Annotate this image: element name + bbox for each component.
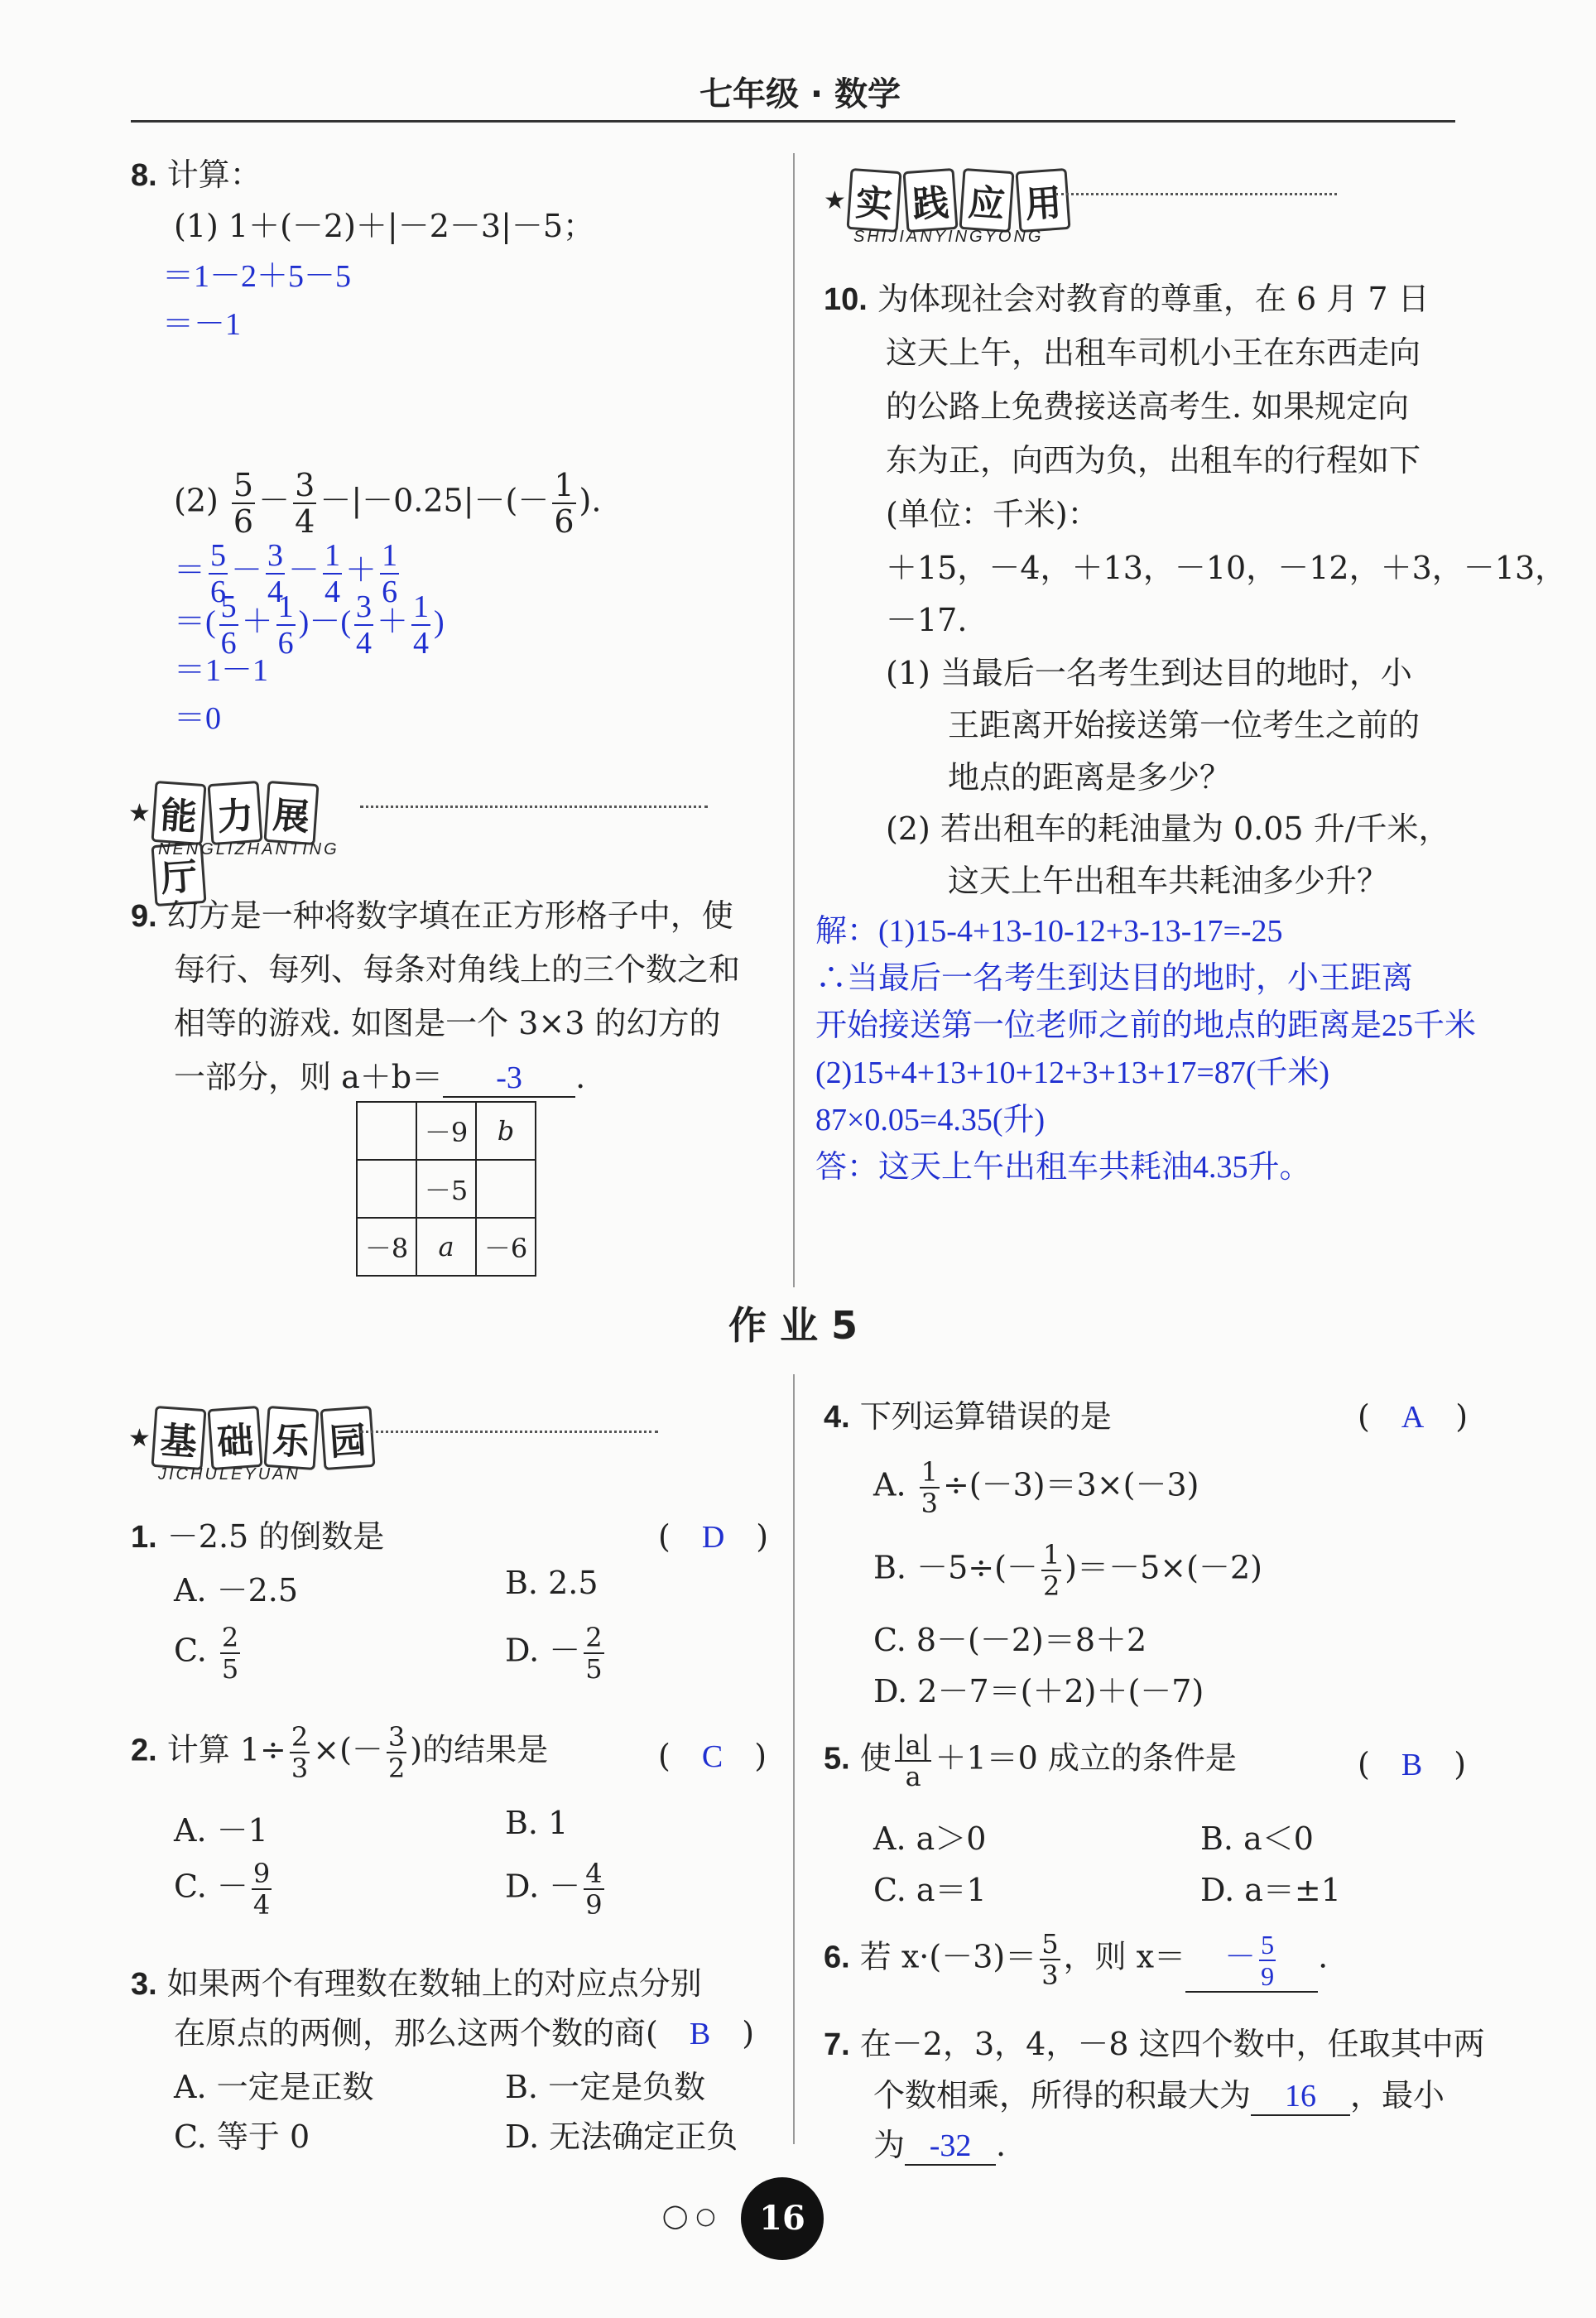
q10-answer-line2: ∴当最后一名考生到达目的地时，小王距离 xyxy=(815,961,1414,996)
q10-line3: 的公路上免费接送高考生. 如果规定向 xyxy=(886,388,1410,425)
banner-char: 乐 xyxy=(263,1406,319,1470)
q10-sub1-line3: 地点的距离是多少？ xyxy=(948,759,1232,796)
star-icon: ★ xyxy=(128,1424,151,1453)
q5-stem: 5. 使 $\frac{|a|}{a}$ ＋1＝0 成立的条件是 xyxy=(824,1729,1237,1792)
q10-sub1-line2: 王距离开始接送第一位考生之前的 xyxy=(948,707,1421,743)
q3-answer[interactable]: B xyxy=(689,2017,711,2051)
q1-option-c[interactable]: C. $\frac{2}{5}$ xyxy=(174,1622,239,1685)
section-title: 作 业 5 xyxy=(728,1303,858,1348)
banner-jichu-leyuan xyxy=(128,1407,708,1490)
banner-shijian-yingyong xyxy=(824,170,1403,252)
q2-stem: 2. 计算 1÷ $\frac{2}{3}$ ×(－ $\frac{3}{2}$ )的结果是 xyxy=(131,1721,549,1784)
q6-answer-blank[interactable]: － $\frac{5}{9}$ xyxy=(1185,1930,1318,1993)
banner-char: 础 xyxy=(207,1406,262,1470)
q5-answer[interactable]: B xyxy=(1401,1748,1423,1782)
q4-option-b[interactable]: B. －5÷(－ $\frac{1}{2}$ )＝－5×(－2) xyxy=(873,1539,1262,1602)
q10-sub2-line1: (2) 若出租车的耗油量为 0.05 升/千米， xyxy=(886,810,1450,847)
q1-stem: 1. －2.5 的倒数是 xyxy=(131,1518,385,1555)
q1-answer-paren: ( D ) xyxy=(658,1518,769,1555)
column-divider-bottom xyxy=(793,1374,795,2144)
q8-heading: 8. 计算： xyxy=(131,156,262,193)
q7-line1: 7. 在－2，3，4，－8 这四个数中，任取其中两 xyxy=(824,2026,1485,2062)
q8-part2-answer-line3: ＝1－1 xyxy=(174,653,269,688)
banner-char: 践 xyxy=(902,168,958,233)
q9-line4: 一部分，则 a＋b＝ -3 . xyxy=(174,1051,585,1098)
header-rule xyxy=(131,120,1455,123)
q8-part2-answer-line1: ＝ $\frac{5}{6}$ － $\frac{3}{4}$ － $\frac{1}{4}$ ＋ $\frac{1}{6}$ xyxy=(174,538,398,609)
q9-line2: 每行、每列、每条对角线上的三个数之和 xyxy=(174,951,741,988)
q3-option-d[interactable]: D. 无法确定正负 xyxy=(505,2118,738,2155)
q8-part2-answer-line4: ＝0 xyxy=(174,701,222,736)
q10-sub1-line1: (1) 当最后一名考生到达目的地时，小 xyxy=(886,655,1412,691)
q5-option-c[interactable]: C. a＝1 xyxy=(873,1872,987,1908)
banner-char: 基 xyxy=(151,1406,206,1470)
q5-option-b[interactable]: B. a＜0 xyxy=(1200,1820,1314,1857)
q1-option-d[interactable]: D. － $\frac{2}{5}$ xyxy=(505,1622,603,1685)
q7-line3: 为 -32 . xyxy=(873,2119,1006,2166)
q3-option-a[interactable]: A. 一定是正数 xyxy=(174,2069,374,2105)
q3-line2: 在原点的两侧，那么这两个数的商( B ) xyxy=(174,2015,755,2051)
grid-cell: －6 xyxy=(476,1218,536,1276)
q9-line3: 相等的游戏. 如图是一个 3×3 的幻方的 xyxy=(174,1005,721,1041)
page-number-badge: 16 xyxy=(741,2177,824,2260)
q5-option-a[interactable]: A. a＞0 xyxy=(873,1820,987,1857)
banner-char: 厅 xyxy=(151,842,206,907)
grid-cell: －5 xyxy=(416,1160,476,1218)
banner-pinyin: JICHULEYUAN xyxy=(158,1465,300,1484)
star-icon: ★ xyxy=(824,186,846,215)
q7-line2: 个数相乘，所得的积最大为 16 ，最小 xyxy=(873,2070,1445,2116)
grid-cell: －9 xyxy=(416,1102,476,1160)
q8-part2: (2) $\frac{5}{6}$ － $\frac{3}{4}$ －|－0.25|－(－ $\frac{1}{6}$ ). xyxy=(174,467,602,540)
q2-option-c[interactable]: C. － $\frac{9}{4}$ xyxy=(174,1858,271,1921)
q4-option-d[interactable]: D. 2－7＝(＋2)＋(－7) xyxy=(873,1673,1204,1710)
q1-answer[interactable]: D xyxy=(701,1520,725,1555)
banner-char: 园 xyxy=(320,1406,375,1470)
q2-answer[interactable]: C xyxy=(701,1739,723,1774)
q10-answer-line4: (2)15+4+13+10+12+3+13+17=87(千米) xyxy=(815,1056,1330,1090)
q8-part1: (1) 1＋(－2)＋|－2－3|－5； xyxy=(174,208,595,244)
q2-answer-paren: ( C ) xyxy=(658,1738,767,1774)
grid-cell: －8 xyxy=(357,1218,416,1276)
banner-char: 力 xyxy=(207,781,262,845)
q2-option-b[interactable]: B. 1 xyxy=(505,1805,569,1841)
q10-line7: －17. xyxy=(886,602,968,638)
q6-stem: 6. 若 x·(－3)＝ $\frac{5}{3}$ ，则 x＝ － $\frac{5}{9}$ . xyxy=(824,1928,1329,1991)
banner-char: 实 xyxy=(846,168,901,233)
q3-option-b[interactable]: B. 一定是负数 xyxy=(505,2069,706,2105)
q2-option-a[interactable]: A. －1 xyxy=(174,1812,268,1849)
grid-cell xyxy=(357,1102,416,1160)
banner-char: 能 xyxy=(151,781,206,845)
banner-pinyin: NENGLIZHANTING xyxy=(158,840,339,858)
q2-option-d[interactable]: D. － $\frac{4}{9}$ xyxy=(505,1858,603,1921)
q4-option-c[interactable]: C. 8－(－2)＝8＋2 xyxy=(873,1622,1147,1658)
banner-nengli-zhanting xyxy=(128,782,377,901)
footer-decor-circles: ◯ ○ xyxy=(662,2202,716,2229)
q3-option-c[interactable]: C. 等于 0 xyxy=(174,2118,310,2155)
q9-answer-blank[interactable]: -3 xyxy=(443,1060,575,1098)
q10-line4: 东为正，向西为负，出租车的行程如下 xyxy=(886,442,1421,479)
banner-char: 应 xyxy=(959,168,1014,233)
banner-dotted-line xyxy=(1055,193,1337,195)
q4-option-a[interactable]: A. $\frac{1}{3}$ ÷(－3)＝3×(－3) xyxy=(873,1456,1199,1519)
banner-char: 展 xyxy=(263,781,319,845)
grid-cell xyxy=(476,1160,536,1218)
banner-pinyin: SHIJIANYINGYONG xyxy=(853,228,1044,246)
grid-cell xyxy=(357,1160,416,1218)
q8-part1-answer-line2: ＝－1 xyxy=(162,307,242,342)
magic-square-grid xyxy=(356,1101,536,1277)
q9-line1: 9. 幻方是一种将数字填在正方形格子中，使 xyxy=(131,897,733,934)
q10-sub2-line2: 这天上午出租车共耗油多少升？ xyxy=(948,863,1389,899)
q10-line6: ＋15，－4，＋13，－10，－12，＋3，－13， xyxy=(886,550,1567,586)
q8-part1-answer-line1: ＝1－2＋5－5 xyxy=(162,259,352,294)
banner-dotted-line xyxy=(360,806,708,808)
q1-option-a[interactable]: A. －2.5 xyxy=(174,1572,299,1609)
q7-min-answer-blank[interactable]: -32 xyxy=(905,2128,996,2166)
star-icon: ★ xyxy=(128,799,151,828)
banner-char: 用 xyxy=(1015,168,1070,233)
q4-answer-paren: ( A ) xyxy=(1358,1398,1469,1435)
q5-option-d[interactable]: D. a＝±1 xyxy=(1200,1872,1341,1908)
q8-part2-answer-line2: ＝( $\frac{5}{6}$ ＋ $\frac{1}{6}$ )－( $\frac{3}{4}$ ＋ $\frac{1}{4}$ ) xyxy=(174,589,445,661)
page-header-title: 七年级 · 数学 xyxy=(699,75,901,113)
q7-max-answer-blank[interactable]: 16 xyxy=(1251,2078,1350,2116)
q10-answer-line6: 答：这天上午出租车共耗油4.35升。 xyxy=(815,1150,1311,1185)
q10-line2: 这天上午，出租车司机小王在东西走向 xyxy=(886,334,1421,371)
q4-answer[interactable]: A xyxy=(1401,1400,1425,1435)
q10-line1: 10. 为体现社会对教育的尊重，在 6 月 7 日 xyxy=(824,281,1430,317)
grid-cell: b xyxy=(476,1102,536,1160)
grid-cell: a xyxy=(416,1218,476,1276)
banner-dotted-line xyxy=(360,1431,658,1433)
q10-answer-line5: 87×0.05=4.35(升) xyxy=(815,1103,1046,1137)
q5-answer-paren: ( B ) xyxy=(1358,1746,1467,1782)
column-divider-top xyxy=(793,153,795,1287)
q10-line5: (单位：千米)： xyxy=(886,496,1099,532)
q10-answer-line3: 开始接送第一位老师之前的地点的距离是25千米 xyxy=(815,1008,1477,1043)
q3-line1: 3. 如果两个有理数在数轴上的对应点分别 xyxy=(131,1965,702,2002)
q1-option-b[interactable]: B. 2.5 xyxy=(505,1565,598,1601)
q10-answer-line1: 解：(1)15-4+13-10-12+3-13-17=-25 xyxy=(815,914,1283,949)
q4-stem: 4. 下列运算错误的是 xyxy=(824,1398,1112,1435)
